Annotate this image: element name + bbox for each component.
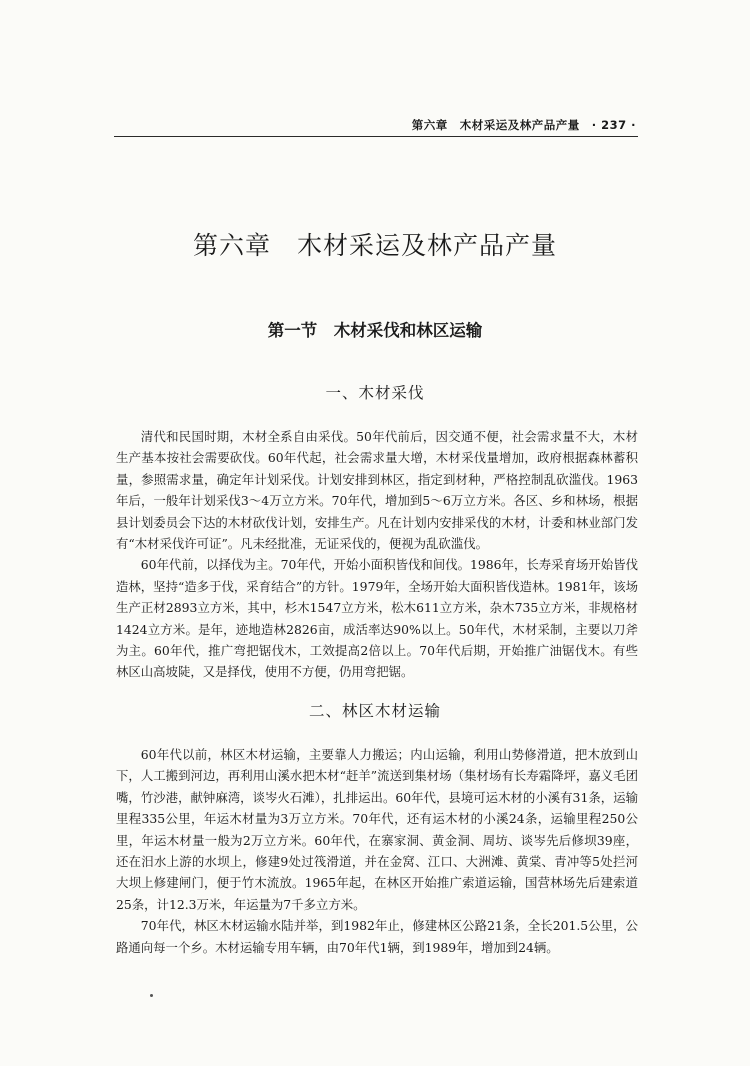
subsection-title-forest-transport: 二、林区木材运输	[308, 702, 441, 720]
timber-felling-body	[116, 426, 638, 683]
subsection-title-timber-felling: 一、木材采伐	[325, 384, 425, 402]
body-paragraph: 60年代以前，林区木材运输，主要靠人力搬运；内山运输，利用山势修滑道，把木放到山下，人工搬到河边，再利用山溪水把木材“赶羊”流送到集材场（集材场有长寿霜降坪，嘉义毛团嘴，竹沙港，献钟麻湾，谈岑火石滩），扎排运出。60年代，县境可运木材的小溪有31条，运输里程335公里，年运木材量为3万立方米。70年代，还有运木材的小溪24条，运输里程250公里，年运木材量一般为2万立方米。60年代，在寨家洞、黄金洞、周坊、谈岑先后修坝39座，还在汨水上游的水坝上，修建9处过筏滑道，并在金窝、江口、大洲滩、黄棠、青冲等5处拦河大坝上修建闸门，便于竹木流放。1965年起，在林区开始推广索道运输，国营林场先后建索道25条，计12.3万米，年运量为7千多立方米。	[116, 747, 638, 912]
body-paragraph: 70年代，林区木材运输水陆并举，到1982年止，修建林区公路21条，全长201.5公里，公路通向每一个乡。木材运输专用车辆，由70年代1辆，到1989年，增加到24辆。	[116, 918, 638, 955]
forest-transport-body	[116, 744, 638, 958]
scan-speck	[150, 994, 153, 997]
body-paragraph: 60年代前，以择伐为主。70年代，开始小面积皆伐和间伐。1986年，长寿采育场开始皆伐造林，坚持“造多于伐，采育结合”的方针。1979年，全场开始大面积皆伐造林。1981年，该场生产正材2893立方米，其中，杉木1547立方米，松木611立方米，杂木735立方米，非规格材1424立方米。是年，迹地造林2826亩，成活率达90%以上。50年代，木材采制，主要以刀斧为主。60年代，推广弯把锯伐木，工效提高2倍以上。70年代后期，开始推广油锯伐木。有些林区山高坡陡，又是择伐，使用不方便，仍用弯把锯。	[116, 557, 638, 680]
chapter-title: 第六章 木材采运及林产品产量	[192, 231, 557, 260]
body-paragraph: 清代和民国时期，木材全系自由采伐。50年代前后，因交通不便，社会需求量不大，木材生产基本按社会需要砍伐。60年代起，社会需求量大增，木材采伐量增加，政府根据森林蓄积量，参照需求量，确定年计划采伐。计划安排到林区，指定到材种，严格控制乱砍滥伐。1963年后，一般年计划采伐3～4万立方米。70年代，增加到5～6万立方米。各区、乡和林场，根据县计划委员会下达的木材砍伐计划，安排生产。凡在计划内安排采伐的木材，计委和林业部门发有“木材采伐许可证”。凡未经批准，无证采伐的，便视为乱砍滥伐。	[116, 429, 638, 552]
section-title: 第一节 木材采伐和林区运输	[267, 321, 483, 340]
running-header: 第六章 木材采运及林产品产量 · 237 ·	[411, 118, 636, 132]
header-rule	[114, 136, 638, 137]
